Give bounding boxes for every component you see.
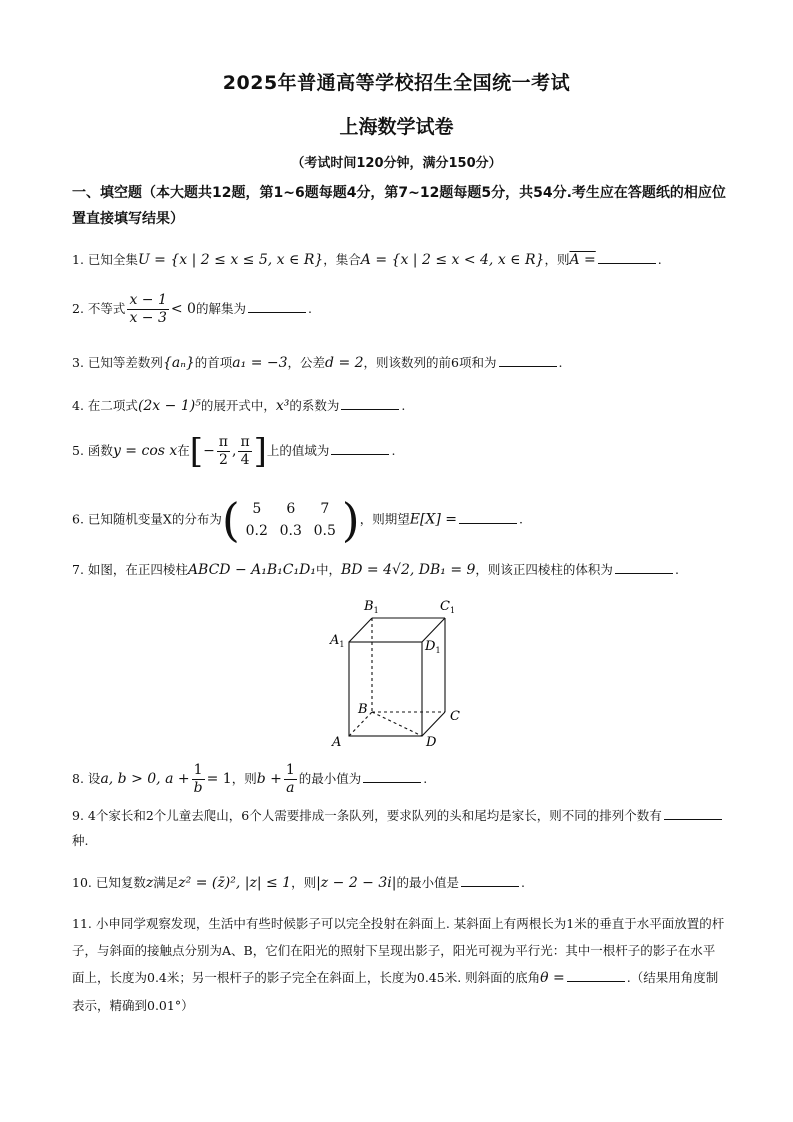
question-9: [72, 803, 727, 853]
label-c: C: [450, 709, 460, 724]
q3-mid2: ，公差: [287, 355, 326, 370]
question-8: [72, 762, 727, 797]
q8-post: 的最小值为: [298, 771, 362, 786]
q5-pre: 函数: [87, 443, 113, 458]
q6-answer-blank[interactable]: [459, 509, 517, 524]
q1-mid: ，集合: [323, 252, 361, 267]
q10-pre: 已知复数: [95, 875, 146, 890]
question-5: 5. 函数y = cos x在[− $\frac{\pi}{2}$ , $\frac{\pi}{4}$ ]上的值域为 .: [72, 431, 396, 472]
q10-expression: |z − 2 − 3i|: [316, 875, 397, 891]
q2-number: 2.: [72, 301, 84, 316]
prism-figure: [322, 592, 472, 754]
q5-number: 5.: [72, 443, 84, 458]
q6-prob-3: 0.5: [313, 523, 336, 539]
q9-answer-blank[interactable]: [664, 805, 722, 820]
q4-pre: 在二项式: [87, 398, 138, 413]
q9-end: 种.: [72, 833, 89, 848]
q8-expression: b +: [256, 771, 282, 787]
q4-post: 的系数为: [289, 398, 340, 413]
q6-pre: 已知随机变量X的分布为: [87, 511, 222, 527]
q3-common-difference: d = 2: [325, 355, 364, 371]
q4-number: 4.: [72, 398, 84, 413]
q1-pre: 已知全集: [87, 252, 138, 267]
q5-left-bracket: [: [189, 431, 204, 472]
q10-mid2: ，则: [291, 875, 317, 890]
section-heading: 一、填空题（本大题共12题，第1~6题每题4分，第7~12题每题5分，共54分.考生应在答题纸的相应位置直接填写结果）: [72, 185, 726, 227]
q6-left-paren: (: [221, 493, 240, 547]
q5-end: .: [391, 443, 396, 458]
q2-inequality: < 0: [170, 301, 196, 317]
question-7: [72, 557, 727, 583]
q3-pre: 已知等差数列: [87, 355, 163, 370]
q3-first-term: a₁ = −3: [232, 355, 288, 371]
q8-pre: 设: [87, 771, 101, 786]
exam-title: 2025年普通高等学校招生全国统一考试: [222, 72, 571, 94]
edge-d-c: [422, 712, 445, 736]
q7-post: ，则该正四棱柱的体积为: [475, 562, 613, 577]
q7-mid: 中，: [315, 562, 341, 577]
q2-answer-blank[interactable]: [248, 298, 306, 313]
edge-b-d: [372, 712, 422, 736]
q10-condition: z² = (z̄)², |z| ≤ 1: [178, 875, 292, 891]
q1-end: .: [657, 252, 662, 267]
q7-pre: 如图，在正四棱柱: [87, 562, 188, 577]
q3-number: 3.: [72, 355, 84, 370]
q5-lower-den: 2: [218, 452, 228, 468]
question-6: [72, 493, 727, 547]
q2-end: .: [307, 301, 312, 316]
question-4: [72, 393, 727, 419]
q5-function: y = cos x: [112, 443, 178, 459]
q7-answer-blank[interactable]: [615, 559, 673, 574]
q1-set-a: A = {x | 2 ≤ x < 4, x ∈ R}: [360, 252, 545, 268]
q2-pre: 不等式: [87, 301, 126, 316]
q10-end: .: [520, 875, 525, 890]
q8-equals: = 1: [206, 771, 232, 787]
q4-binomial: (2x − 1)⁵: [137, 398, 201, 414]
q6-expectation: E[X] =: [409, 511, 458, 528]
q8-f1-den: b: [193, 780, 203, 796]
label-c1: $C_1$: [440, 599, 456, 615]
q4-end: .: [401, 398, 406, 413]
q7-number: 7.: [72, 562, 84, 577]
label-a: A: [332, 735, 342, 750]
exam-subtitle: 上海数学试卷: [339, 116, 454, 138]
q5-upper-den: 4: [240, 452, 250, 468]
q6-right-paren: ): [341, 493, 360, 547]
label-b1: $B_1$: [364, 599, 379, 615]
q11-answer-blank[interactable]: [567, 967, 625, 982]
q6-value-2: 6: [286, 501, 296, 517]
q10-answer-blank[interactable]: [461, 872, 519, 887]
q5-upper-num: π: [240, 434, 250, 450]
q11-end: .（结果用角度制表示，精确到0.01°）: [72, 970, 719, 1013]
q7-prism: ABCD − A₁B₁C₁D₁: [187, 562, 316, 578]
q7-conditions: BD = 4√2, DB₁ = 9: [340, 562, 476, 578]
q4-term: x³: [275, 398, 290, 414]
question-11: [72, 910, 727, 1019]
q8-end: .: [423, 771, 428, 786]
q3-answer-blank[interactable]: [499, 352, 557, 367]
question-2: [72, 292, 727, 327]
q10-mid: 满足: [153, 875, 179, 890]
q5-upper-bound: [238, 434, 251, 469]
q2-fraction: [127, 292, 168, 327]
question-1: [72, 247, 727, 273]
q5-mid: 在: [177, 443, 190, 458]
q11-text: 11. 小申同学观察发现，生活中有些时候影子可以完全投射在斜面上. 某斜面上有两根长为1米的垂直于水平面放置的杆子，与斜面的接触点分别为A、B，它们在阳光的照射下呈现出影子，阳光可视为平行光：其中一根杆子的影子在水平面上，长度为0.4米；另一根杆子的影子完全在斜面上，长度为0.45米. 则斜面的底角: [72, 916, 725, 985]
q6-prob-2: 0.3: [279, 523, 302, 539]
q6-value-1: 5: [252, 501, 262, 517]
q6-end: .: [519, 511, 524, 527]
edge-a1-b1: [349, 618, 372, 642]
q8-condition: a, b > 0, a +: [100, 771, 190, 787]
q6-post: ，则期望: [359, 511, 410, 527]
q1-complement: A =: [569, 252, 596, 268]
q5-post: 上的值域为: [266, 443, 330, 458]
q8-f1-num: 1: [192, 762, 205, 780]
q10-number: 10.: [72, 875, 92, 890]
q6-prob-1: 0.2: [245, 523, 268, 539]
q2-denominator: x − 3: [129, 310, 167, 326]
q1-set-u: U = {x | 2 ≤ x ≤ 5, x ∈ R}: [137, 252, 324, 268]
label-a1: $A_1$: [330, 633, 345, 649]
q8-fraction-2: [284, 762, 297, 797]
q2-post: 的解集为: [195, 301, 246, 316]
q4-answer-blank[interactable]: [341, 395, 399, 410]
q6-number: 6.: [72, 511, 84, 527]
q10-post: 的最小值是: [396, 875, 459, 890]
question-10: [72, 870, 727, 896]
q4-mid: 的展开式中，: [200, 398, 276, 413]
q7-end: .: [674, 562, 679, 577]
q2-numerator: x − 1: [129, 292, 167, 308]
question-3: [72, 350, 727, 376]
q8-fraction-1: [192, 762, 205, 797]
q5-answer-blank[interactable]: [331, 440, 389, 455]
q8-number: 8.: [72, 771, 84, 786]
q3-sequence: {aₙ}: [162, 355, 195, 371]
q1-number: 1.: [72, 252, 84, 267]
q8-f2-num: 1: [285, 762, 295, 778]
label-d: D: [426, 735, 437, 750]
q1-answer-blank[interactable]: [598, 249, 656, 264]
q1-post: ，则: [544, 252, 570, 267]
q6-distribution-table: [240, 498, 342, 542]
prism-front-face: [349, 642, 422, 736]
label-b: B: [358, 702, 368, 717]
q3-end: .: [558, 355, 563, 370]
q5-lower-num: π: [218, 434, 228, 450]
q3-post: ，则该数列的前6项和为: [363, 355, 497, 370]
q8-answer-blank[interactable]: [363, 768, 421, 783]
q11-theta: θ =: [540, 970, 565, 986]
q8-mid: ，则: [231, 771, 257, 786]
q5-lower-bound: [217, 434, 230, 469]
q10-variable: z: [145, 875, 154, 891]
q5-right-bracket: ]: [253, 431, 267, 472]
exam-info: （考试时间120分钟，满分150分）: [291, 156, 502, 171]
q9-text: 9. 4个家长和2个儿童去爬山，6个人需要排成一条队列，要求队列的头和尾均是家长，则不同的排列个数有: [72, 808, 662, 823]
label-d1: $D_1$: [425, 639, 441, 655]
q8-f2-den: a: [286, 780, 295, 796]
q6-value-3: 7: [320, 501, 330, 517]
q3-mid1: 的首项: [194, 355, 233, 370]
